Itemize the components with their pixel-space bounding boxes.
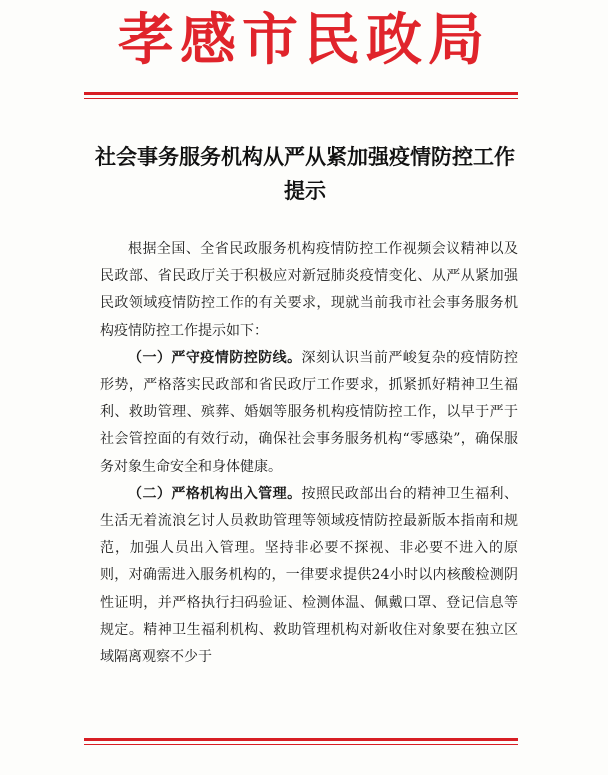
letterhead-organization: 孝感市民政局 xyxy=(118,7,490,73)
section-text-2: 按照民政部出台的精神卫生福利、生活无着流浪乞讨人员救助管理等领域疫情防控最新版本指南和规范，加强人员出入管理。坚持非必要不探视、非必要不进入的原则，对确需进入服务机构的，一律要求提供24小时以内核酸检测阴性证明，并严格执行扫码验证、检测体温、佩戴口罩、登记信息等规定。精神卫生福利机构、救助管理机构对新收住对象要在独立区域隔离观察不少于 xyxy=(100,485,519,666)
intro-paragraph: 根据全国、全省民政服务机构疫情防控工作视频会议精神以及民政部、省民政厅关于积极应对新冠肺炎疫情变化、从严从紧加强民政领域疫情防控工作的有关要求，现就当前我市社会事务服务机构疫情防控工作提示如下： xyxy=(100,241,518,339)
section-heading-1: （一）严守疫情防控防线。 xyxy=(128,349,302,366)
document-body xyxy=(100,236,518,671)
footer-rule-thick xyxy=(84,738,518,741)
letterhead-rule-thick xyxy=(84,92,518,95)
letterhead-rule-thin xyxy=(84,98,518,99)
footer-rule-thin xyxy=(84,744,518,745)
section-text-1: 深刻认识当前严峻复杂的疫情防控形势，严格落实民政部和省民政厅工作要求，抓紧抓好精神卫生福利、救助管理、殡葬、婚姻等服务机构疫情防控工作，以早于严于社会管控面的有效行动，确保社会事务服务机构“零感染”，确保服务对象生命安全和身体健康。 xyxy=(100,349,519,475)
section-paragraph-2 xyxy=(100,481,518,671)
section-heading-2: （二）严格机构出入管理。 xyxy=(128,485,302,502)
section-paragraph-1 xyxy=(100,345,518,481)
document-title: 社会事务服务机构从严从紧加强疫情防控工作提示 xyxy=(95,144,515,203)
